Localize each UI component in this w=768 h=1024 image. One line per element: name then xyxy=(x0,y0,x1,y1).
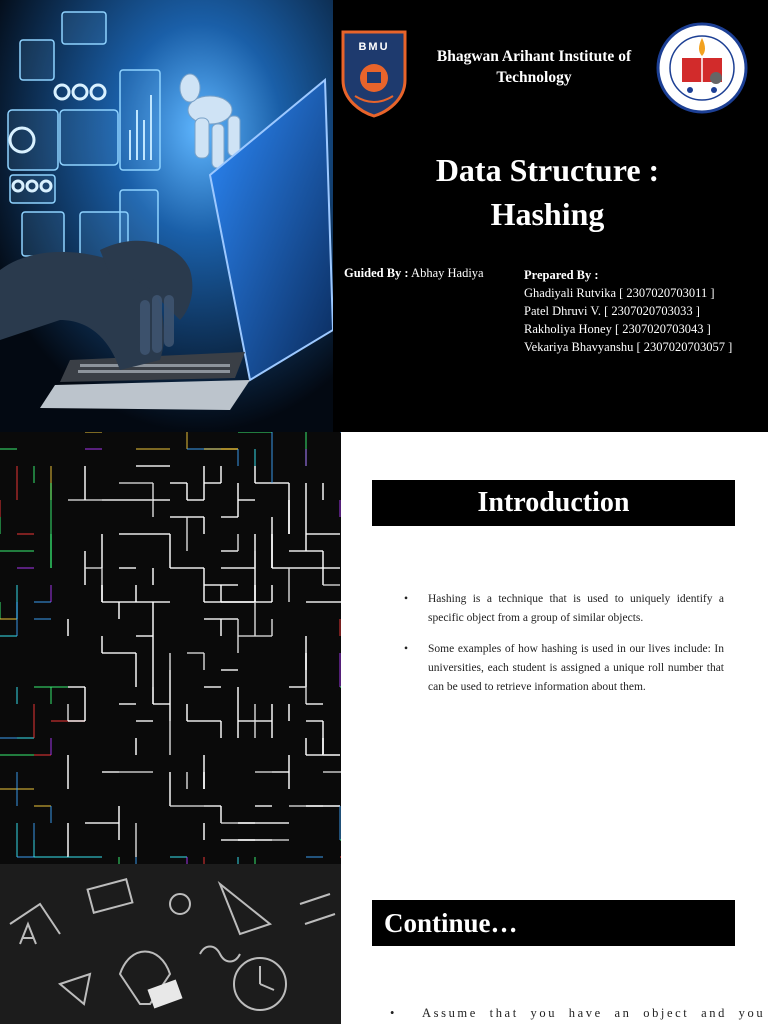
bullet-icon: • xyxy=(390,1006,397,1020)
continue-slide xyxy=(0,864,768,1024)
member-item: Vekariya Bhavyanshu [ 2307020703057 ] xyxy=(524,340,733,354)
introduction-bullets xyxy=(404,590,724,709)
list-item xyxy=(404,590,724,628)
member-item: Rakholiya Honey [ 2307020703043 ] xyxy=(524,322,711,336)
continue-bullet xyxy=(390,1006,766,1021)
institute-seal-logo xyxy=(656,22,748,114)
title-line-2: Hashing xyxy=(490,196,605,232)
bullet-text: Some examples of how hashing is used in our lives include: In universities, each student is assigned a unique roll number that can be used to retrieve information about them. xyxy=(428,643,724,693)
bullet-icon: • xyxy=(404,593,409,605)
prepared-by-label: Prepared By : xyxy=(524,268,599,282)
hero-image-laptop-tech xyxy=(0,0,333,432)
bmu-logo xyxy=(339,28,409,118)
bullet-text: Assume that you have an object and you xyxy=(422,1006,766,1020)
prepared-by xyxy=(524,266,732,356)
title-line-1: Data Structure : xyxy=(435,152,660,188)
introduction-slide xyxy=(0,432,768,864)
continue-heading: Continue… xyxy=(372,900,735,946)
presentation-title xyxy=(420,148,675,236)
chalkboard-image xyxy=(0,864,341,1024)
title-slide xyxy=(0,0,768,432)
member-item: Patel Dhruvi V. [ 2307020703033 ] xyxy=(524,304,700,318)
institute-name: Bhagwan Arihant Institute of Technology xyxy=(436,48,632,86)
list-item xyxy=(404,640,724,697)
introduction-heading: Introduction xyxy=(372,480,735,526)
guided-by-label: Guided By : xyxy=(344,266,409,280)
bullet-text: Hashing is a technique that is used to uniquely identify a specific object from a group of similar objects. xyxy=(428,593,724,624)
guide-name: Abhay Hadiya xyxy=(411,266,484,280)
member-item: Ghadiyali Rutvika [ 2307020703011 ] xyxy=(524,286,715,300)
guided-by xyxy=(344,266,484,281)
maze-pattern-image xyxy=(0,432,341,864)
bullet-icon: • xyxy=(404,643,409,655)
bmu-logo-text: BMU xyxy=(358,41,390,53)
